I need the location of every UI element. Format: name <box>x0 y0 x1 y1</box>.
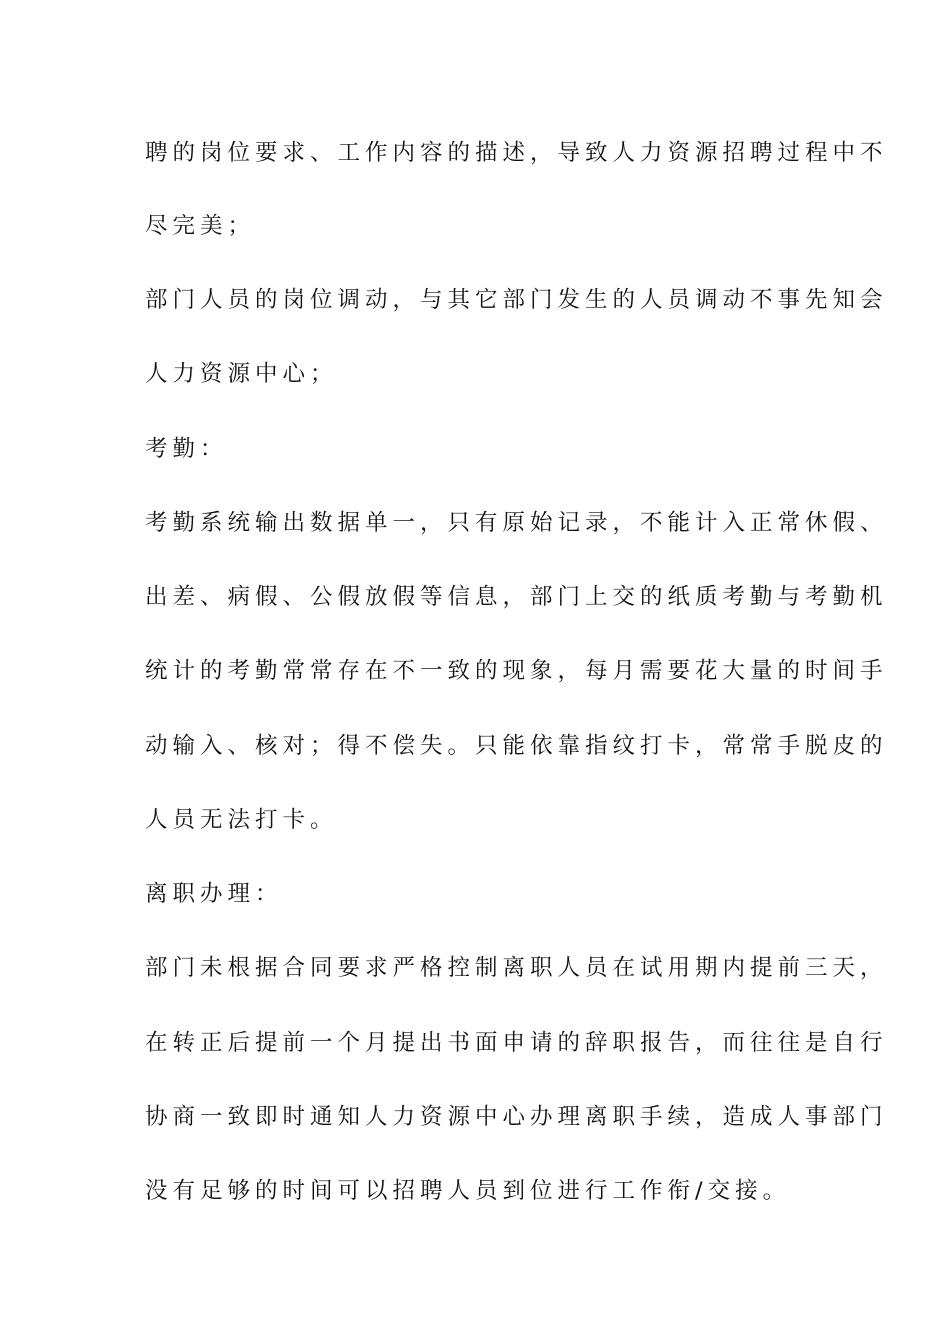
paragraph-line: 统计的考勤常常存在不一致的现象，每月需要花大量的时间手 <box>145 658 888 684</box>
paragraph-line: 考勤系统输出数据单一，只有原始记录，不能计入正常休假、 <box>145 510 888 536</box>
section-heading-attendance: 考勤： <box>145 436 228 462</box>
paragraph-line: 聘的岗位要求、工作内容的描述，导致人力资源招聘过程中不 <box>145 140 888 166</box>
paragraph-line: 部门未根据合同要求严格控制离职人员在试用期内提前三天， <box>145 955 888 981</box>
paragraph-line: 人力资源中心； <box>145 361 338 387</box>
paragraph-line: 出差、病假、公假放假等信息，部门上交的纸质考勤与考勤机 <box>145 584 888 610</box>
paragraph-line: 动输入、核对；得不偿失。只能依靠指纹打卡，常常手脱皮的 <box>145 733 888 759</box>
paragraph-line: 人员无法打卡。 <box>145 807 338 833</box>
paragraph-line: 在转正后提前一个月提出书面申请的辞职报告，而往往是自行 <box>145 1030 888 1056</box>
paragraph-line: 没有足够的时间可以招聘人员到位进行工作衔/交接。 <box>145 1178 791 1204</box>
paragraph-line: 协商一致即时通知人力资源中心办理离职手续，造成人事部门 <box>145 1104 888 1130</box>
paragraph-line: 部门人员的岗位调动，与其它部门发生的人员调动不事先知会 <box>145 287 888 313</box>
section-heading-resignation: 离职办理： <box>145 881 283 907</box>
paragraph-line: 尽完美； <box>145 213 256 239</box>
